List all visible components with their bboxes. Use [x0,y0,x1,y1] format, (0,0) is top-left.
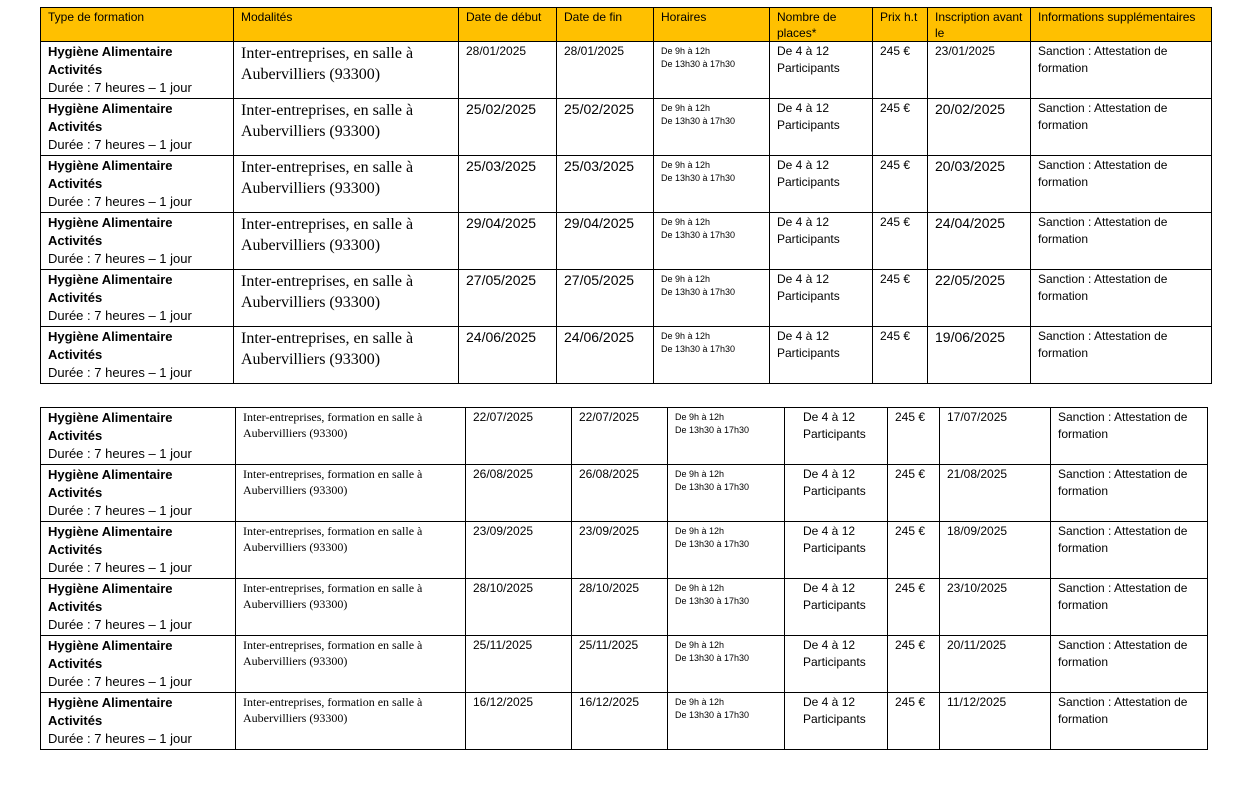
header-type: Type de formation [41,8,234,42]
training-duration: Durée : 7 heures – 1 jour [48,560,192,575]
price-cell: 245 € [873,327,928,384]
hours-cell [668,693,785,750]
deadline-cell: 11/12/2025 [940,693,1051,750]
hours-cell [668,522,785,579]
table-row [41,42,1212,99]
hours-morning: De 9h à 12h [675,412,725,422]
hours-morning: De 9h à 12h [675,583,725,593]
deadline-cell: 19/06/2025 [928,327,1031,384]
deadline-cell: 24/04/2025 [928,213,1031,270]
deadline-cell: 20/02/2025 [928,99,1031,156]
hours-afternoon: De 13h30 à 17h30 [661,230,736,240]
hours-cell [654,213,770,270]
start-date-cell: 29/04/2025 [459,213,557,270]
training-type-cell [41,327,234,384]
places-cell: De 4 à 12 Participants [770,156,873,213]
training-title: Hygiène Alimentaire Activités [48,524,173,557]
table-row [41,327,1212,384]
end-date-cell: 23/09/2025 [572,522,668,579]
info-cell: Sanction : Attestation de formation [1051,408,1208,465]
deadline-cell: 23/01/2025 [928,42,1031,99]
hours-afternoon: De 13h30 à 17h30 [661,287,736,297]
start-date-cell: 22/07/2025 [466,408,572,465]
training-duration: Durée : 7 heures – 1 jour [48,308,192,323]
hours-morning: De 9h à 12h [675,469,725,479]
info-cell: Sanction : Attestation de formation [1031,270,1212,327]
table-header [41,8,1212,42]
training-title: Hygiène Alimentaire Activités [48,581,173,614]
hours-afternoon: De 13h30 à 17h30 [675,710,750,720]
training-type-cell [41,465,236,522]
hours-morning: De 9h à 12h [675,526,725,536]
table-row [41,99,1212,156]
table-row [41,693,1208,750]
training-title: Hygiène Alimentaire Activités [48,44,173,77]
places-cell: De 4 à 12 Participants [785,693,888,750]
modality-cell: Inter-entreprises, formation en salle à Aubervilliers (93300) [236,636,466,693]
hours-morning: De 9h à 12h [661,160,711,170]
training-duration: Durée : 7 heures – 1 jour [48,80,192,95]
info-cell: Sanction : Attestation de formation [1051,636,1208,693]
modality-cell: Inter-entreprises, en salle à Aubervilliers (93300) [234,327,459,384]
table-row [41,579,1208,636]
hours-morning: De 9h à 12h [661,331,711,341]
training-type-cell [41,270,234,327]
training-title: Hygiène Alimentaire Activités [48,272,173,305]
hours-afternoon: De 13h30 à 17h30 [661,173,736,183]
header-hours: Horaires [654,8,770,42]
table-row [41,213,1212,270]
modality-cell: Inter-entreprises, formation en salle à Aubervilliers (93300) [236,522,466,579]
end-date-cell: 25/02/2025 [557,99,654,156]
header-start-date: Date de début [459,8,557,42]
header-price: Prix h.t [873,8,928,42]
training-duration: Durée : 7 heures – 1 jour [48,617,192,632]
places-cell: De 4 à 12 Participants [770,213,873,270]
start-date-cell: 28/01/2025 [459,42,557,99]
start-date-cell: 26/08/2025 [466,465,572,522]
hours-morning: De 9h à 12h [675,697,725,707]
training-duration: Durée : 7 heures – 1 jour [48,503,192,518]
header-places: Nombre de places* [770,8,873,42]
training-title: Hygiène Alimentaire Activités [48,215,173,248]
start-date-cell: 25/11/2025 [466,636,572,693]
places-cell: De 4 à 12 Participants [785,522,888,579]
hours-morning: De 9h à 12h [661,103,711,113]
places-cell: De 4 à 12 Participants [770,327,873,384]
hours-afternoon: De 13h30 à 17h30 [661,116,736,126]
training-duration: Durée : 7 heures – 1 jour [48,137,192,152]
training-type-cell [41,42,234,99]
training-duration: Durée : 7 heures – 1 jour [48,446,192,461]
hours-cell [654,42,770,99]
training-duration: Durée : 7 heures – 1 jour [48,251,192,266]
hours-morning: De 9h à 12h [661,274,711,284]
table-row [41,270,1212,327]
training-duration: Durée : 7 heures – 1 jour [48,194,192,209]
training-type-cell [41,693,236,750]
hours-afternoon: De 13h30 à 17h30 [675,653,750,663]
hours-afternoon: De 13h30 à 17h30 [675,482,750,492]
info-cell: Sanction : Attestation de formation [1051,579,1208,636]
info-cell: Sanction : Attestation de formation [1031,99,1212,156]
hours-cell [668,465,785,522]
places-cell: De 4 à 12 Participants [770,42,873,99]
price-cell: 245 € [888,408,940,465]
price-cell: 245 € [888,693,940,750]
hours-cell [654,99,770,156]
header-end-date: Date de fin [557,8,654,42]
hours-morning: De 9h à 12h [661,46,711,56]
sessions-table-first-half [40,7,1212,384]
table-row [41,636,1208,693]
places-cell: De 4 à 12 Participants [785,636,888,693]
hours-afternoon: De 13h30 à 17h30 [661,344,736,354]
modality-cell: Inter-entreprises, en salle à Aubervilliers (93300) [234,99,459,156]
training-title: Hygiène Alimentaire Activités [48,467,173,500]
info-cell: Sanction : Attestation de formation [1031,327,1212,384]
info-cell: Sanction : Attestation de formation [1031,42,1212,99]
price-cell: 245 € [888,465,940,522]
price-cell: 245 € [888,522,940,579]
hours-cell [668,579,785,636]
deadline-cell: 23/10/2025 [940,579,1051,636]
sessions-table-second-half [40,407,1208,750]
training-type-cell [41,636,236,693]
hours-afternoon: De 13h30 à 17h30 [661,59,736,69]
hours-morning: De 9h à 12h [661,217,711,227]
start-date-cell: 23/09/2025 [466,522,572,579]
modality-cell: Inter-entreprises, formation en salle à Aubervilliers (93300) [236,408,466,465]
hours-afternoon: De 13h30 à 17h30 [675,596,750,606]
info-cell: Sanction : Attestation de formation [1031,213,1212,270]
places-cell: De 4 à 12 Participants [770,99,873,156]
price-cell: 245 € [873,270,928,327]
end-date-cell: 29/04/2025 [557,213,654,270]
deadline-cell: 22/05/2025 [928,270,1031,327]
start-date-cell: 25/03/2025 [459,156,557,213]
training-title: Hygiène Alimentaire Activités [48,158,173,191]
modality-cell: Inter-entreprises, formation en salle à Aubervilliers (93300) [236,579,466,636]
info-cell: Sanction : Attestation de formation [1051,465,1208,522]
modality-cell: Inter-entreprises, formation en salle à Aubervilliers (93300) [236,465,466,522]
modality-cell: Inter-entreprises, formation en salle à Aubervilliers (93300) [236,693,466,750]
training-title: Hygiène Alimentaire Activités [48,329,173,362]
training-type-cell [41,213,234,270]
deadline-cell: 18/09/2025 [940,522,1051,579]
price-cell: 245 € [888,579,940,636]
price-cell: 245 € [873,213,928,270]
start-date-cell: 24/06/2025 [459,327,557,384]
end-date-cell: 22/07/2025 [572,408,668,465]
training-type-cell [41,99,234,156]
end-date-cell: 28/10/2025 [572,579,668,636]
deadline-cell: 21/08/2025 [940,465,1051,522]
price-cell: 245 € [888,636,940,693]
end-date-cell: 25/11/2025 [572,636,668,693]
header-modalities: Modalités [234,8,459,42]
table-row [41,156,1212,213]
table-row [41,408,1208,465]
end-date-cell: 26/08/2025 [572,465,668,522]
table-row [41,522,1208,579]
places-cell: De 4 à 12 Participants [770,270,873,327]
training-title: Hygiène Alimentaire Activités [48,695,173,728]
deadline-cell: 20/03/2025 [928,156,1031,213]
deadline-cell: 20/11/2025 [940,636,1051,693]
hours-cell [654,327,770,384]
hours-morning: De 9h à 12h [675,640,725,650]
training-duration: Durée : 7 heures – 1 jour [48,731,192,746]
end-date-cell: 25/03/2025 [557,156,654,213]
end-date-cell: 28/01/2025 [557,42,654,99]
deadline-cell: 17/07/2025 [940,408,1051,465]
modality-cell: Inter-entreprises, en salle à Aubervilliers (93300) [234,156,459,213]
end-date-cell: 27/05/2025 [557,270,654,327]
places-cell: De 4 à 12 Participants [785,579,888,636]
training-title: Hygiène Alimentaire Activités [48,638,173,671]
start-date-cell: 28/10/2025 [466,579,572,636]
training-type-cell [41,156,234,213]
hours-cell [654,270,770,327]
places-cell: De 4 à 12 Participants [785,408,888,465]
hours-cell [668,636,785,693]
info-cell: Sanction : Attestation de formation [1051,693,1208,750]
training-title: Hygiène Alimentaire Activités [48,410,173,443]
end-date-cell: 24/06/2025 [557,327,654,384]
training-type-cell [41,579,236,636]
training-type-cell [41,522,236,579]
training-duration: Durée : 7 heures – 1 jour [48,674,192,689]
price-cell: 245 € [873,156,928,213]
hours-cell [654,156,770,213]
info-cell: Sanction : Attestation de formation [1031,156,1212,213]
modality-cell: Inter-entreprises, en salle à Aubervilliers (93300) [234,213,459,270]
training-duration: Durée : 7 heures – 1 jour [48,365,192,380]
price-cell: 245 € [873,99,928,156]
training-type-cell [41,408,236,465]
end-date-cell: 16/12/2025 [572,693,668,750]
modality-cell: Inter-entreprises, en salle à Aubervilliers (93300) [234,270,459,327]
table-row [41,465,1208,522]
hours-cell [668,408,785,465]
start-date-cell: 27/05/2025 [459,270,557,327]
header-deadline: Inscription avant le [928,8,1031,42]
start-date-cell: 16/12/2025 [466,693,572,750]
info-cell: Sanction : Attestation de formation [1051,522,1208,579]
training-title: Hygiène Alimentaire Activités [48,101,173,134]
start-date-cell: 25/02/2025 [459,99,557,156]
header-info: Informations supplémentaires [1031,8,1212,42]
price-cell: 245 € [873,42,928,99]
modality-cell: Inter-entreprises, en salle à Aubervilliers (93300) [234,42,459,99]
hours-afternoon: De 13h30 à 17h30 [675,539,750,549]
places-cell: De 4 à 12 Participants [785,465,888,522]
hours-afternoon: De 13h30 à 17h30 [675,425,750,435]
